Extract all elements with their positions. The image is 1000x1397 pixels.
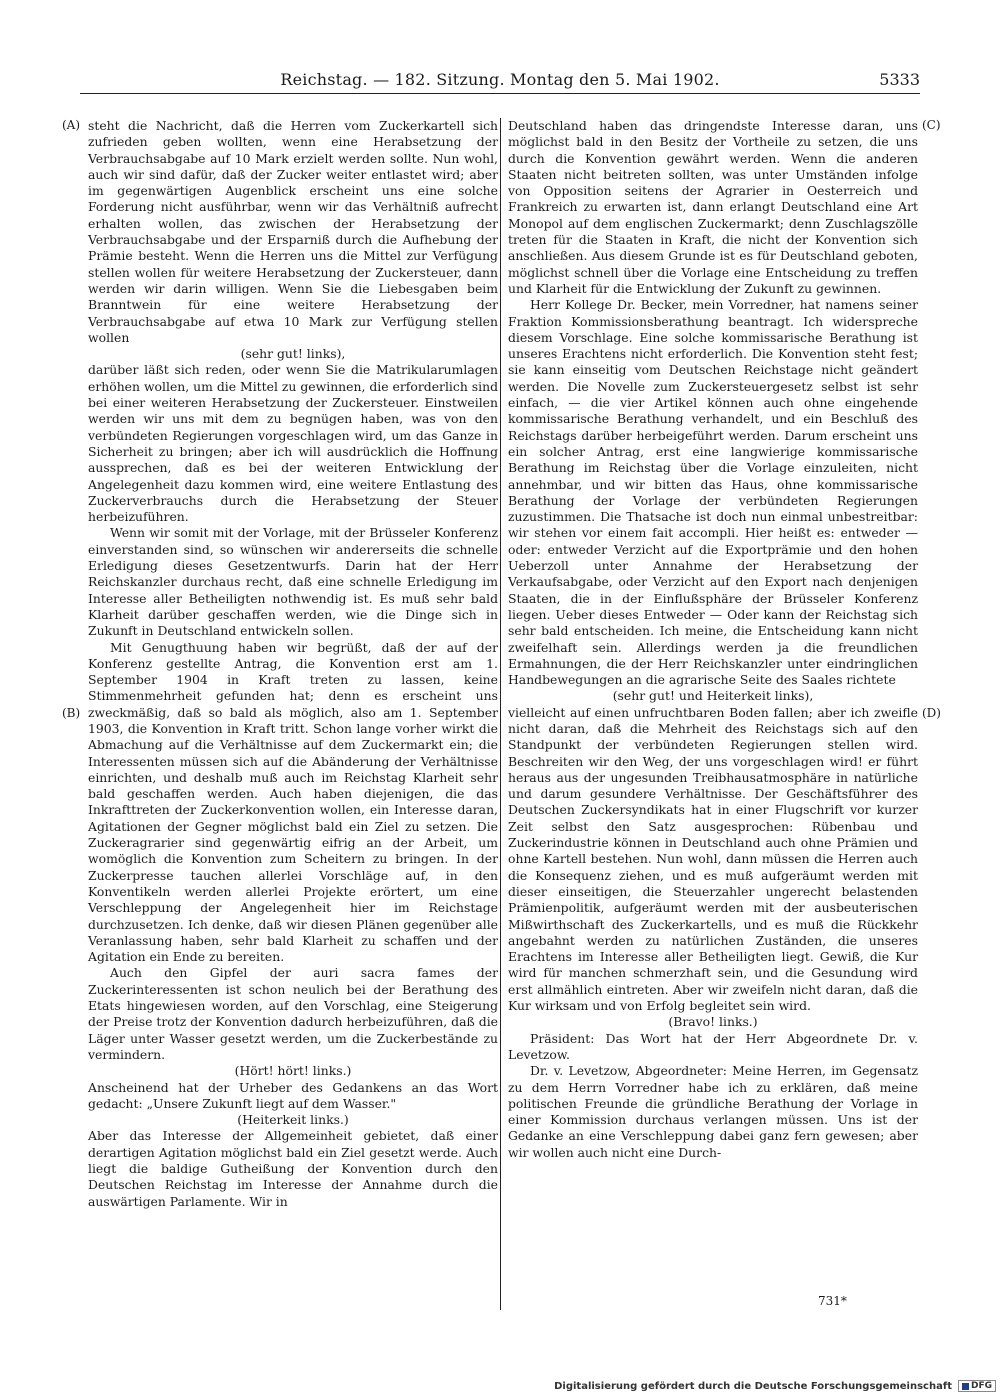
speaker-paragraph: Dr. v. Levetzow, Abgeordneter: Meine Herren, im Gegensatz zu dem Herrn Vorredner habe ich zu erklären, daß meine politischen Freunde die gründliche Berathung der Vorlage in einer Kommission durchaus verlangen müssen. Uns ist der Gedanke an eine Verschleppung dabei ganz fern gewesen; aber wir wollen auch nicht eine Durch- bbox=[508, 1063, 918, 1160]
left-column bbox=[88, 118, 498, 1210]
paragraph: Wenn wir somit mit der Vorlage, mit der Brüsseler Konferenz einverstanden sind, so wünschen wir andererseits die schnelle Erledigung dieses Gesetzentwurfs. Darin hat der Herr Reichskanzler durchaus recht, daß eine schnelle Erledigung im Interesse aller Betheiligten nothwendig ist. Es muß sehr bald Klarheit darüber geschaffen werden, wie die Dinge sich in Zukunft in Deutschland entwickeln sollen. bbox=[88, 525, 498, 639]
interjection: (sehr gut! links), bbox=[240, 346, 346, 362]
right-column bbox=[508, 118, 918, 1161]
paragraph: Aber das Interesse der Allgemeinheit gebietet, daß einer derartigen Agitation möglichst bald ein Ziel gesetzt werde. Auch liegt die baldige Gutheißung der Konvention durch den Deutschen Reichstag im Interesse der Annahme durch die auswärtigen Parlamente. Wir in bbox=[88, 1128, 498, 1209]
interjection: (Hört! hört! links.) bbox=[234, 1063, 352, 1079]
paragraph: Anscheinend hat der Urheber des Gedankens an das Wort gedacht: „Unsere Zukunft liegt auf dem Wasser." bbox=[88, 1079, 498, 1111]
paragraph: Auch den Gipfel der auri sacra fames der Zuckerinteressenten ist schon neulich bei der Berathung des Etats hingewiesen worden, auf den Vorschlag, eine Steigerung der Preise trotz der Konvention dadurch herbeizuführen, daß die Läger unter Wasser gesetzt werden, um die Zuckerbestände zu vermindern. bbox=[88, 965, 498, 1062]
column-divider bbox=[500, 118, 501, 1310]
logo-square-icon bbox=[962, 1383, 969, 1390]
paragraph: Mit Genugthuung haben wir begrüßt, daß der auf der Konferenz gestellte Antrag, die Konvention erst am 1. September 1904 in Kraft treten zu lassen, keine Stimmenmehrheit gefunden hat; denn es erscheint uns zweckmäßig, daß so bald als möglich, also am 1. September 1903, die Konvention in Kraft tritt. Schon lange vorher wirkt die Abmachung auf die Verhältnisse auf dem Zuckermarkt ein; die Interessenten müssen sich auf die Abänderung der Verhältnisse einrichten, und deshalb muß auch im Reichstag Klarheit sehr bald geschaffen werden. Auch haben diejenigen, die das Inkrafttreten der Zuckerkonvention wollen, ein Interesse daran, Agitationen der Gegner möglichst bald ein Ziel zu setzen. Die Zuckeragrarier sind gegenwärtig eifrig an der Arbeit, um womöglich die Konvention zum Scheitern zu bringen. In der Zuckerpresse tauchen allerlei Vorschläge auf, in den Konventikeln werden allerlei Projekte erörtert, um eine Verschleppung der Angelegenheit hier im Reichstage durchzusetzen. Ich denke, daß wir diesen Plänen gegenüber alle Veranlassung haben, sehr bald Klarheit zu schaffen und der Agitation ein Ende zu bereiten. bbox=[88, 639, 498, 965]
margin-marker-c: (C) bbox=[922, 118, 941, 132]
interjection: (Bravo! links.) bbox=[668, 1014, 758, 1030]
credit-text: Digitalisierung gefördert durch die Deutsche Forschungsgemeinschaft bbox=[554, 1380, 952, 1392]
margin-marker-d: (D) bbox=[922, 706, 941, 720]
signature-mark: 731* bbox=[818, 1294, 847, 1308]
paragraph: steht die Nachricht, daß die Herren vom Zuckerkartell sich zufrieden geben wollten, wenn eine Herabsetzung der Verbrauchsabgabe auf 10 Mark erzielt werden sollte. Nun wohl, auch wir sind dafür, daß der Zucker weiter entlastet wird; aber im gegenwärtigen Augenblick erscheint uns eine solche Forderung nicht ausführbar, wenn wir das Verhältniß aufrecht erhalten wollen, das zwischen der Herabsetzung der Verbrauchsabgabe und der Ersparniß durch die Aufhebung der Prämie besteht. Wenn die Herren uns die Mittel zur Verfügung stellen wollen für weitere Herabsetzung der Zuckersteuer, dann werden wir darin willigen. Wenn Sie die Liebesgaben beim Branntwein für eine weitere Herabsetzung der Verbrauchsabgabe auf etwa 10 Mark zur Verfügung stellen wollen bbox=[88, 118, 498, 345]
footer-credit bbox=[554, 1380, 996, 1392]
page-header bbox=[80, 70, 920, 94]
margin-marker-a: (A) bbox=[62, 118, 81, 132]
logo-text: DFG bbox=[970, 1381, 992, 1391]
paragraph: Herr Kollege Dr. Becker, mein Vorredner, hat namens seiner Fraktion Kommissionsberathung beantragt. Ich widerspreche diesem Vorschlage. Eine solche kommissarische Berathung ist unseres Erachtens nicht erforderlich. Die Konvention steht fest; sie kann einseitig vom Deutschen Reichstage nicht geändert werden. Die Novelle zum Zuckersteuergesetz selbst ist sehr einfach, — die vier Artikel können auch ohne eingehende kommissarische Berathung verhandelt, und ein Beschluß des Reichstags darüber herbeigeführt werden. Darum erscheint uns ein solcher Antrag, erst eine langwierige kommissarische Berathung im Reichstag über die Vorlage einzuleiten, nicht annehmbar, und wir bitten das Haus, ohne kommissarische Berathung der Vorlage der verbündeten Regierungen zuzustimmen. Die Thatsache ist doch nun einmal unbestreitbar: wir stehen vor einem fait accompli. Hier heißt es: entweder — oder: entweder Verzicht auf die Exportprämie und den hohen Ueberzoll unter Annahme der Herabsetzung der Verkaufsabgabe, oder Verzicht auf den Export nach denjenigen Staaten, die in der Einflußsphäre der Brüsseler Konferenz liegen. Ueber dieses Entweder — Oder kann der Reichstag sich sehr bald entscheiden. Ich meine, die Entscheidung kann nicht zweifelhaft sein. Allerdings werden ja die freundlichen Ermahnungen, die der Herr Reichskanzler unter eindringlichen Handbewegungen an die agrarische Seite des Saales richtete bbox=[508, 297, 918, 688]
paragraph: vielleicht auf einen unfruchtbaren Boden fallen; aber ich zweifle nicht daran, daß die Mehrheit des Reichstags sich auf den Standpunkt der verbündeten Regierungen stellen wird. Beschreiten wir den Weg, der uns vorgeschlagen wird! er führt heraus aus der ungesunden Treibhausatmosphäre in natürliche und darum gesundere Verhältnisse. Der Geschäftsführer des Deutschen Zuckersyndikats hat in einer Flugschrift vor kurzer Zeit selbst den Satz ausgesprochen: Rübenbau und Zuckerindustrie können in Deutschland auch ohne Prämien und ohne Kartell bestehen. Nun wohl, dann müssen die Herren auch die Konsequenz ziehen, und es muß aufgeräumt werden mit dieser einseitigen, die Steuerzahler ungerecht belastenden Prämienpolitik, aufgeräumt werden mit der ausbeuterischen Mißwirthschaft des Zuckerkartells, und es muß die Rückkehr angebahnt werden zu natürlichen Zuständen, die unseres Erachtens im Interesse aller Betheiligten liegt. Gewiß, die Kur wird für manchen schmerzhaft sein, und die Gesundung wird erst allmählich eintreten. Aber wir zweifeln nicht daran, daß die Kur wirksam und von Erfolg begleitet sein wird. bbox=[508, 704, 918, 1014]
margin-marker-b: (B) bbox=[62, 706, 81, 720]
page-number: 5333 bbox=[879, 70, 920, 89]
speaker-paragraph: Präsident: Das Wort hat der Herr Abgeordnete Dr. v. Levetzow. bbox=[508, 1030, 918, 1062]
interjection: (sehr gut! und Heiterkeit links), bbox=[612, 688, 814, 704]
running-title: Reichstag. — 182. Sitzung. Montag den 5. Mai 1902. bbox=[280, 70, 720, 89]
interjection: (Heiterkeit links.) bbox=[237, 1112, 349, 1128]
paragraph: Deutschland haben das dringendste Interesse daran, uns möglichst bald in den Besitz der Vortheile zu setzen, die uns durch die Konvention gewährt werden. Wenn die anderen Staaten nicht beitreten sollten, was unter Umständen infolge von Opposition seitens der Agrarier in Oesterreich und Frankreich zu erwarten ist, dann erlangt Deutschland eine Art Monopol auf dem englischen Zuckermarkt; denn Zuschlagszölle treten für die Staaten in Kraft, die nicht der Konvention sich anschließen. Aus diesem Grunde ist es für Deutschland geboten, möglichst schnell über die Vorlage eine Entscheidung zu treffen und Klarheit für die Entwicklung der Zukunft zu gewinnen. bbox=[508, 118, 918, 296]
paragraph: darüber läßt sich reden, oder wenn Sie die Matrikularumlagen erhöhen wollen, um die Mittel zu gewinnen, die erforderlich sind bei einer weiteren Herabsetzung der Zuckersteuer. Einstweilen werden wir uns mit dem zu begnügen haben, was von den verbündeten Regierungen vorgeschlagen wird, um das Ganze in Sicherheit zu bringen; aber ich will ausdrücklich die Hoffnung aussprechen, daß es bei der weiteren Entwicklung der Angelegenheit dazu kommen wird, eine weitere Entlastung des Zuckerverbrauchs durch die Herabsetzung der Steuer herbeizuführen. bbox=[88, 362, 498, 525]
dfg-logo bbox=[958, 1380, 996, 1392]
